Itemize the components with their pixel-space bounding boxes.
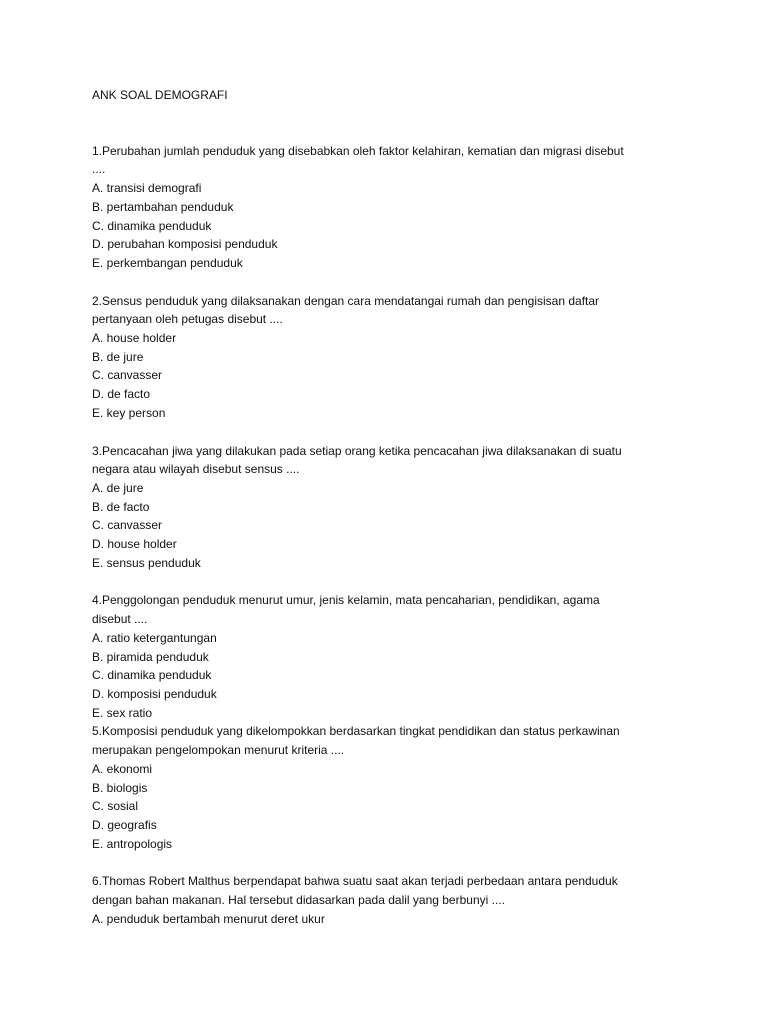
question-stem-line: 3.Pencacahan jiwa yang dilakukan pada setiap orang ketika pencacahan jiwa dilaksanakan di suatu [92,443,622,458]
answer-option: E. antropologis [92,836,173,851]
answer-option: B. de facto [92,499,150,514]
answer-option: D. house holder [92,537,177,552]
answer-option: E. key person [92,405,166,420]
spacer [92,853,692,872]
answer-option: D. geografis [92,817,157,832]
question-6 [92,872,692,928]
answer-option: D. de facto [92,387,151,402]
answer-option: C. canvasser [92,518,163,533]
answer-option: D. perubahan komposisi penduduk [92,237,278,252]
question-3 [92,442,692,573]
question-stem-line: .... [92,162,106,177]
question-stem-line: 5.Komposisi penduduk yang dikelompokkan berdasarkan tingkat pendidikan dan status perkawinan [92,724,620,739]
answer-option: C. dinamika penduduk [92,668,212,683]
question-stem-line: merupakan pengelompokan menurut kriteria .... [92,743,345,758]
document-page [92,86,692,928]
question-stem-line: pertanyaan oleh petugas disebut .... [92,312,283,327]
spacer [92,423,692,442]
answer-option: C. sosial [92,799,139,814]
question-stem-line: negara atau wilayah disebut sensus .... [92,462,300,477]
answer-option: E. perkembangan penduduk [92,255,243,270]
question-stem-line: 6.Thomas Robert Malthus berpendapat bahwa suatu saat akan terjadi perbedaan antara penduduk [92,874,618,889]
answer-option: A. penduduk bertambah menurut deret ukur [92,911,325,926]
document-title: ANK SOAL DEMOGRAFI [92,88,228,102]
answer-option: A. ratio ketergantungan [92,630,217,645]
answer-option: A. ekonomi [92,761,153,776]
answer-option: E. sensus penduduk [92,555,201,570]
answer-option: C. dinamika penduduk [92,218,212,233]
answer-option: A. de jure [92,480,144,495]
spacer [92,273,692,292]
answer-option: B. pertambahan penduduk [92,199,234,214]
answer-option: B. de jure [92,349,144,364]
answer-option: C. canvasser [92,368,163,383]
question-4 [92,591,692,722]
question-1 [92,142,692,273]
question-5 [92,722,692,853]
question-stem-line: 2.Sensus penduduk yang dilaksanakan dengan cara mendatangai rumah dan pengisisan daftar [92,293,600,308]
answer-option: B. biologis [92,780,148,795]
question-2 [92,292,692,423]
answer-option: E. sex ratio [92,705,153,720]
answer-option: D. komposisi penduduk [92,686,217,701]
question-stem-line: 1.Perubahan jumlah penduduk yang disebabkan oleh faktor kelahiran, kematian dan migrasi disebut [92,143,624,158]
question-stem-line: dengan bahan makanan. Hal tersebut didasarkan pada dalil yang berbunyi .... [92,893,505,908]
question-stem-line: disebut .... [92,612,148,627]
question-stem-line: 4.Penggolongan penduduk menurut umur, jenis kelamin, mata pencaharian, pendidikan, agama [92,593,600,608]
answer-option: A. transisi demografi [92,181,202,196]
answer-option: B. piramida penduduk [92,649,209,664]
spacer [92,572,692,591]
answer-option: A. house holder [92,331,177,346]
